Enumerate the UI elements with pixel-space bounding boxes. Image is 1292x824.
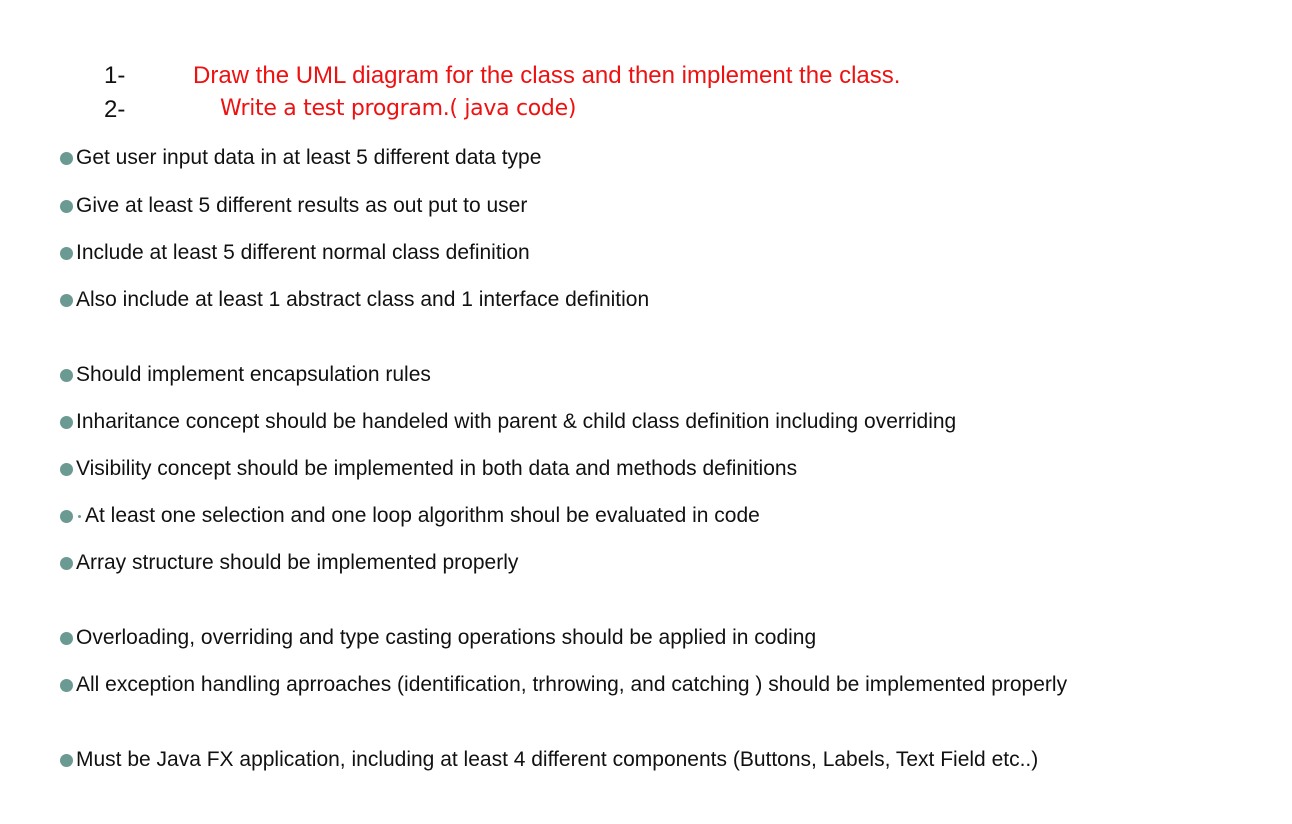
bullet-icon <box>60 200 73 213</box>
requirement-text: Include at least 5 different normal class definition <box>76 241 530 264</box>
requirement-text: Inharitance concept should be handeled with parent & child class definition including overriding <box>76 410 957 433</box>
requirement-text: Visibility concept should be implemented in both data and methods definitions <box>76 457 798 480</box>
requirement-item <box>60 551 518 575</box>
requirement-item <box>60 146 541 170</box>
requirement-text: At least one selection and one loop algorithm shoul be evaluated in code <box>85 504 760 527</box>
step-2-text: Write a test program.( java code) <box>220 96 577 121</box>
requirement-text: Should implement encapsulation rules <box>76 363 431 386</box>
requirement-text: Array structure should be implemented properly <box>76 551 519 574</box>
requirement-item <box>60 748 1038 772</box>
bullet-icon <box>60 463 73 476</box>
bullet-icon <box>60 294 73 307</box>
requirement-text: All exception handling aprroaches (identification, trhrowing, and catching ) should be implemented properly <box>76 673 1068 696</box>
bullet-icon <box>60 416 73 429</box>
bullet-icon <box>60 679 73 692</box>
bullet-icon <box>60 754 73 767</box>
bullet-icon <box>60 247 73 260</box>
requirement-item <box>60 410 956 434</box>
bullet-icon <box>60 632 73 645</box>
step-2-number: 2- <box>104 96 126 123</box>
step-1-text: Draw the UML diagram for the class and then implement the class. <box>193 62 901 89</box>
requirement-item <box>60 194 527 218</box>
requirement-item <box>60 288 649 312</box>
requirement-text: Get user input data in at least 5 different data type <box>76 146 542 169</box>
requirement-item <box>60 626 816 650</box>
requirement-item <box>60 241 530 265</box>
step-1-number: 1- <box>104 62 126 89</box>
requirement-text: Overloading, overriding and type casting operations should be applied in coding <box>76 626 817 649</box>
requirement-text: Give at least 5 different results as out put to user <box>76 194 528 217</box>
small-bullet-icon <box>78 515 81 518</box>
requirement-item <box>60 363 431 387</box>
requirement-item <box>60 673 1067 697</box>
bullet-icon <box>60 510 73 523</box>
bullet-icon <box>60 557 73 570</box>
requirement-item <box>60 457 797 481</box>
bullet-icon <box>60 152 73 165</box>
requirement-text: Must be Java FX application, including at least 4 different components (Buttons, Labels, Text Field etc..) <box>76 748 1039 771</box>
bullet-icon <box>60 369 73 382</box>
requirement-text: Also include at least 1 abstract class and 1 interface definition <box>76 288 650 311</box>
requirement-item <box>60 504 760 528</box>
